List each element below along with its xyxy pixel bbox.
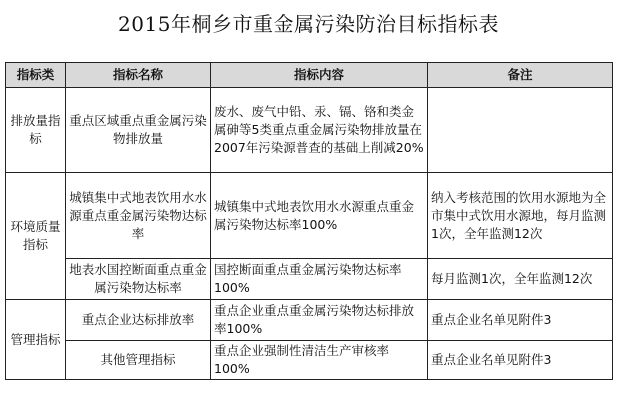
indicator-name: 重点区域重点重金属污染物排放量 (66, 88, 211, 173)
indicator-note: 重点企业名单见附件3 (428, 300, 613, 341)
indicator-name: 其他管理指标 (66, 341, 211, 380)
header-content: 指标内容 (211, 63, 428, 88)
indicator-content: 重点企业重点重金属污染物达标排放率100% (211, 300, 428, 341)
indicator-note: 重点企业名单见附件3 (428, 341, 613, 380)
table-header-row (6, 63, 613, 88)
indicator-name: 城镇集中式地表饮用水水源重点重金属污染物达标率 (66, 173, 211, 259)
table-row (6, 341, 613, 380)
indicator-content: 废水、废气中铅、汞、镉、铬和类金属砷等5类重点重金属污染物排放量在2007年污染源普查的基础上削减20% (211, 88, 428, 173)
table-row (6, 300, 613, 341)
header-category: 指标类 (6, 63, 66, 88)
indicator-note (428, 88, 613, 173)
table-row (6, 173, 613, 259)
header-note: 备注 (428, 63, 613, 88)
category-emission: 排放量指标 (6, 88, 66, 173)
header-name: 指标名称 (66, 63, 211, 88)
indicator-name: 地表水国控断面重点重金属污染物达标率 (66, 259, 211, 300)
target-indicator-table (5, 62, 613, 380)
indicator-name: 重点企业达标排放率 (66, 300, 211, 341)
table-row (6, 259, 613, 300)
indicator-note: 纳入考核范围的饮用水源地为全市集中式饮用水源地，每月监测1次，全年监测12次 (428, 173, 613, 259)
indicator-note: 每月监测1次，全年监测12次 (428, 259, 613, 300)
table-title: 2015年桐乡市重金属污染防治目标指标表 (118, 12, 499, 36)
indicator-content: 重点企业强制性清洁生产审核率100% (211, 341, 428, 380)
table-row (6, 88, 613, 173)
indicator-content: 城镇集中式地表饮用水水源重点重金属污染物达标率100% (211, 173, 428, 259)
indicator-content: 国控断面重点重金属污染物达标率100% (211, 259, 428, 300)
category-environment: 环境质量指标 (6, 173, 66, 300)
category-management: 管理指标 (6, 300, 66, 380)
